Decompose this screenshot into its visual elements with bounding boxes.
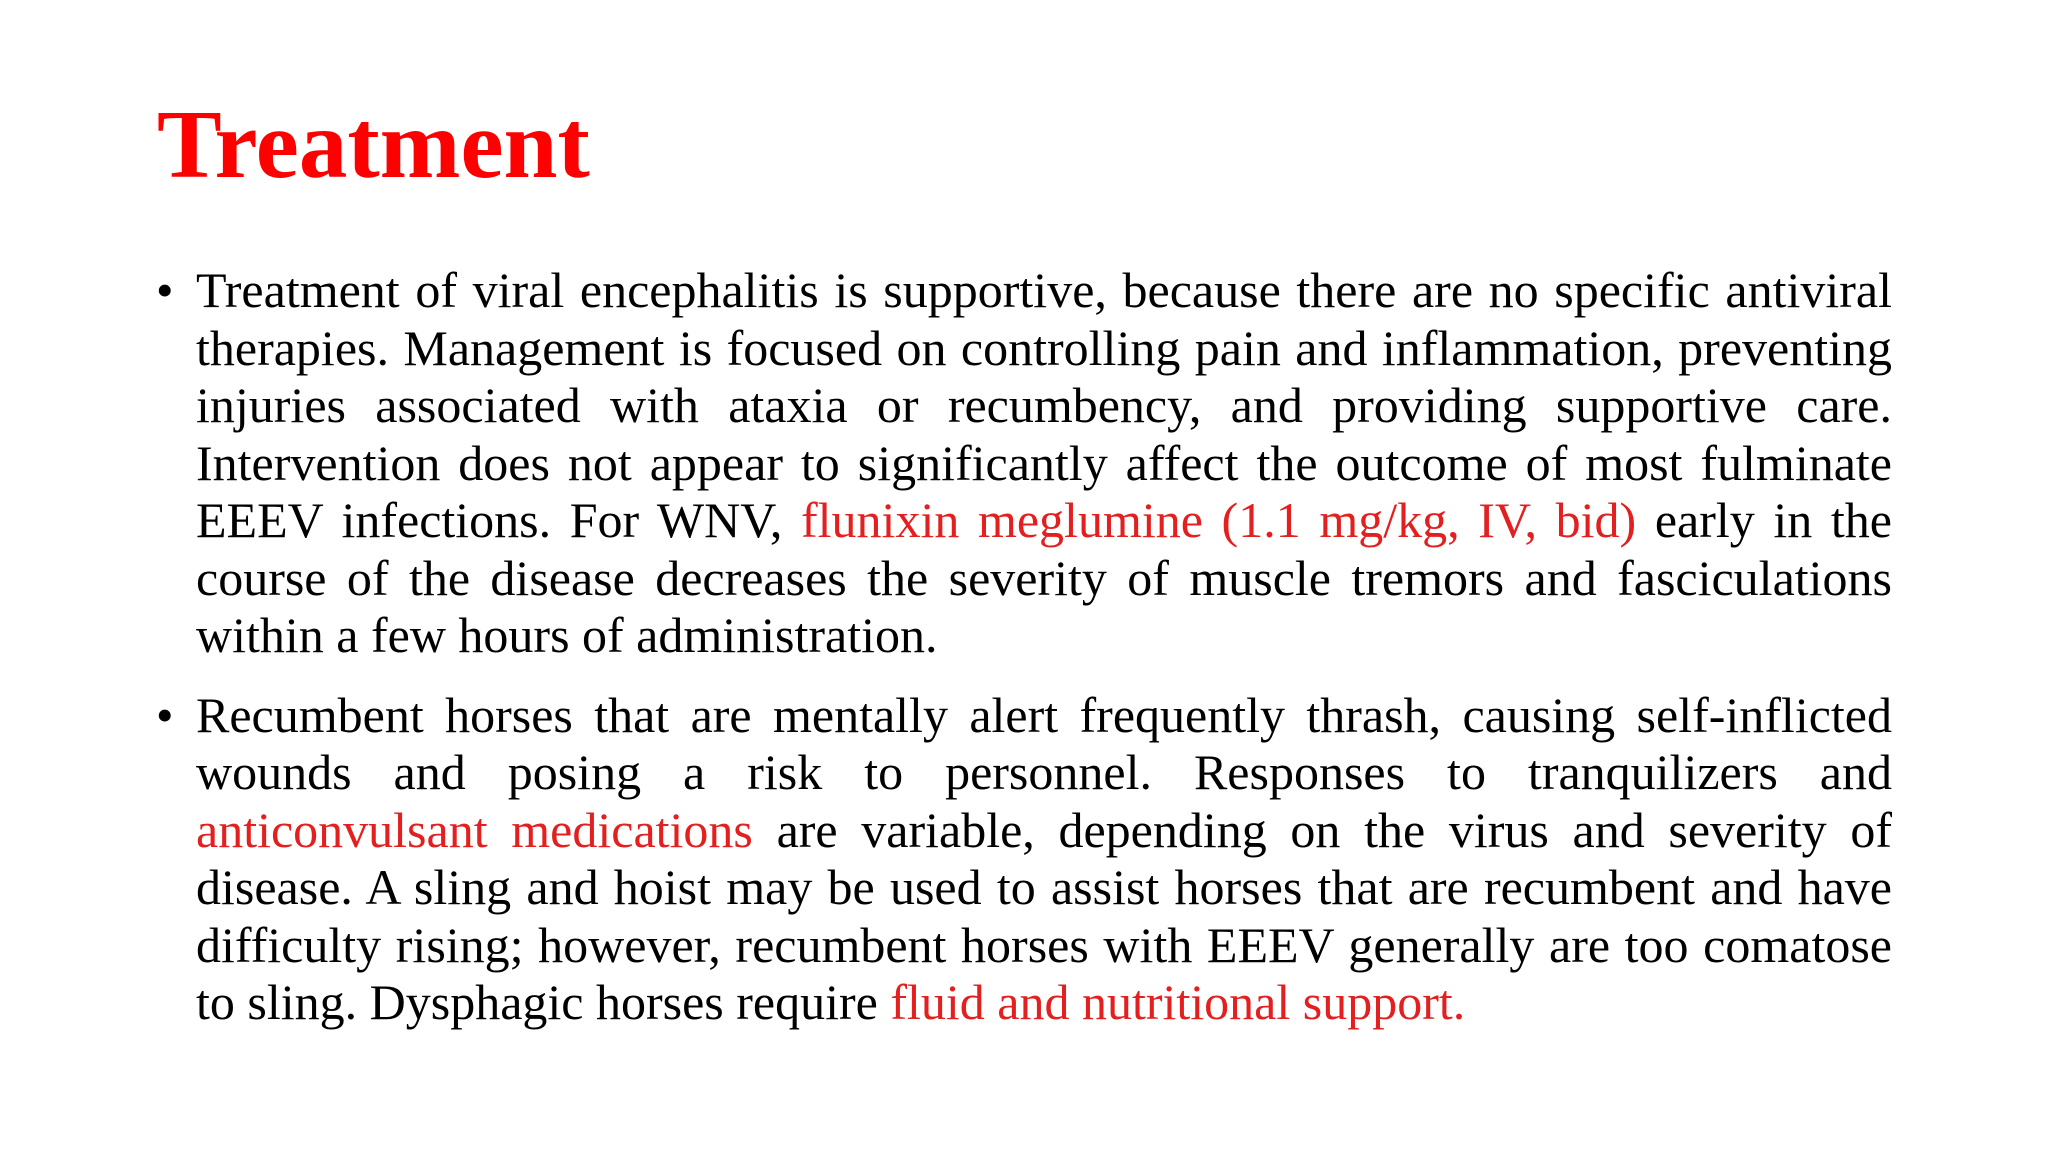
highlighted-drug-text: flunixin meglumine (1.1 mg/kg, IV, bid) (801, 492, 1637, 548)
text-segment: are variable, depending on the virus and severity of disease. A sling and hoist may be used to assist horses that are recumbent and have difficulty rising; however, recumbent horses with EEEV generally are too comatose to sling. Dysphagic horses require (196, 801, 1893, 1030)
bullet-icon: • (156, 686, 174, 743)
bullet-item-recumbent (150, 687, 1892, 1032)
bullet-icon: • (156, 262, 174, 318)
highlighted-support-text: fluid and nutritional support. (890, 974, 1466, 1030)
slide-title: Treatment (157, 91, 590, 198)
bullet-list (150, 262, 1892, 1054)
text-segment: Treatment of viral encephalitis is supportive, because there are no specific antiviral therapies. Management is focused on controlling pain and inflammation, preventing injuries associated with ataxia or recumbency, and providing supportive care. Intervention does not appear to significantly affect the outcome of most fulminate EEEV infections. For WNV, (196, 262, 1892, 548)
text-segment: early in the course of the disease decreases the severity of muscle tremors and fasciculations within a few hours of administration. (196, 492, 1892, 663)
bullet-text (196, 262, 1892, 665)
bullet-item-treatment (150, 262, 1892, 665)
text-segment: Recumbent horses that are mentally alert frequently thrash, causing self-inflicted wounds and posing a risk to personnel. Responses to tranquilizers and (196, 686, 1892, 800)
bullet-text (196, 687, 1892, 1032)
highlighted-medication-text: anticonvulsant medications (196, 801, 753, 858)
